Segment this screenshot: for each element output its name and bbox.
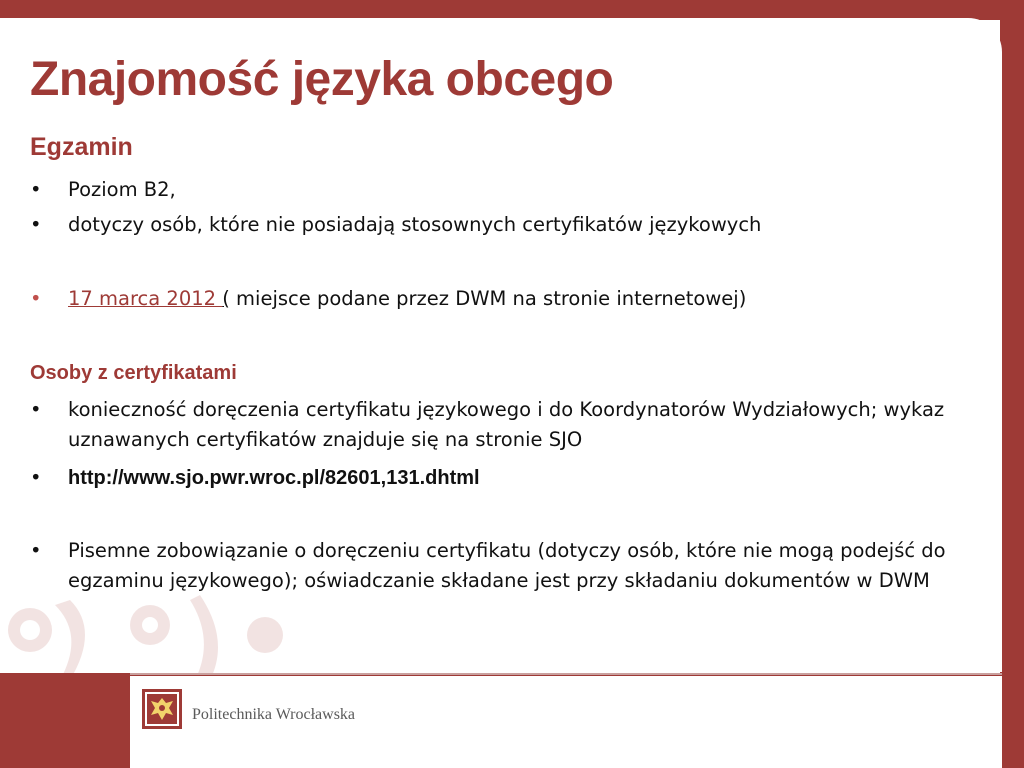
bullet-icon: • <box>30 466 42 489</box>
list-item-text <box>68 284 950 314</box>
open-paren: ( <box>222 287 230 310</box>
list-item-text: Poziom B2, <box>68 178 176 201</box>
footer-divider <box>130 673 1002 675</box>
sjo-url-link[interactable]: http://www.sjo.pwr.wroc.pl/82601,131.dhtml <box>68 467 480 489</box>
list-item-text: Pisemne zobowiązanie o doręczeniu certyfikatu (dotyczy osób, które nie mogą podejść do egzaminu językowego); oświadczanie składane jest przy składaniu dokumentów w DWM <box>68 539 946 592</box>
section-heading-certificates: Osoby z certyfikatami <box>30 362 237 384</box>
bullet-icon: • <box>30 398 42 421</box>
slide-frame-right <box>1000 0 1024 768</box>
slide-frame-top <box>0 0 1024 20</box>
emblem-watermark-icon <box>0 590 300 680</box>
list-item-date <box>30 284 950 314</box>
list-item-text: konieczność doręczenia certyfikatu językowego i do Koordynatorów Wydziałowych; wykaz uznawanych certyfikatów znajduje się na stronie SJO <box>68 398 945 451</box>
bullet-icon: • <box>30 287 42 310</box>
slide-title: Znajomość języka obcego <box>30 53 614 106</box>
bullet-icon: • <box>30 539 42 562</box>
list-item <box>30 395 950 455</box>
list-item <box>30 210 950 240</box>
university-name: Politechnika Wrocławska <box>192 706 356 723</box>
list-item <box>30 463 950 493</box>
list-item <box>30 175 950 205</box>
bullet-icon: • <box>30 213 42 236</box>
list-item <box>30 536 950 596</box>
list-item-text: dotyczy osób, które nie posiadają stosownych certyfikatów językowych <box>68 213 762 236</box>
section-heading-exam: Egzamin <box>30 133 133 161</box>
bullet-icon: • <box>30 178 42 201</box>
university-eagle-logo-icon <box>142 689 182 729</box>
date-note: miejsce podane przez DWM na stronie internetowej) <box>229 287 747 310</box>
exam-date-link[interactable]: 17 marca 2012 <box>68 287 223 310</box>
